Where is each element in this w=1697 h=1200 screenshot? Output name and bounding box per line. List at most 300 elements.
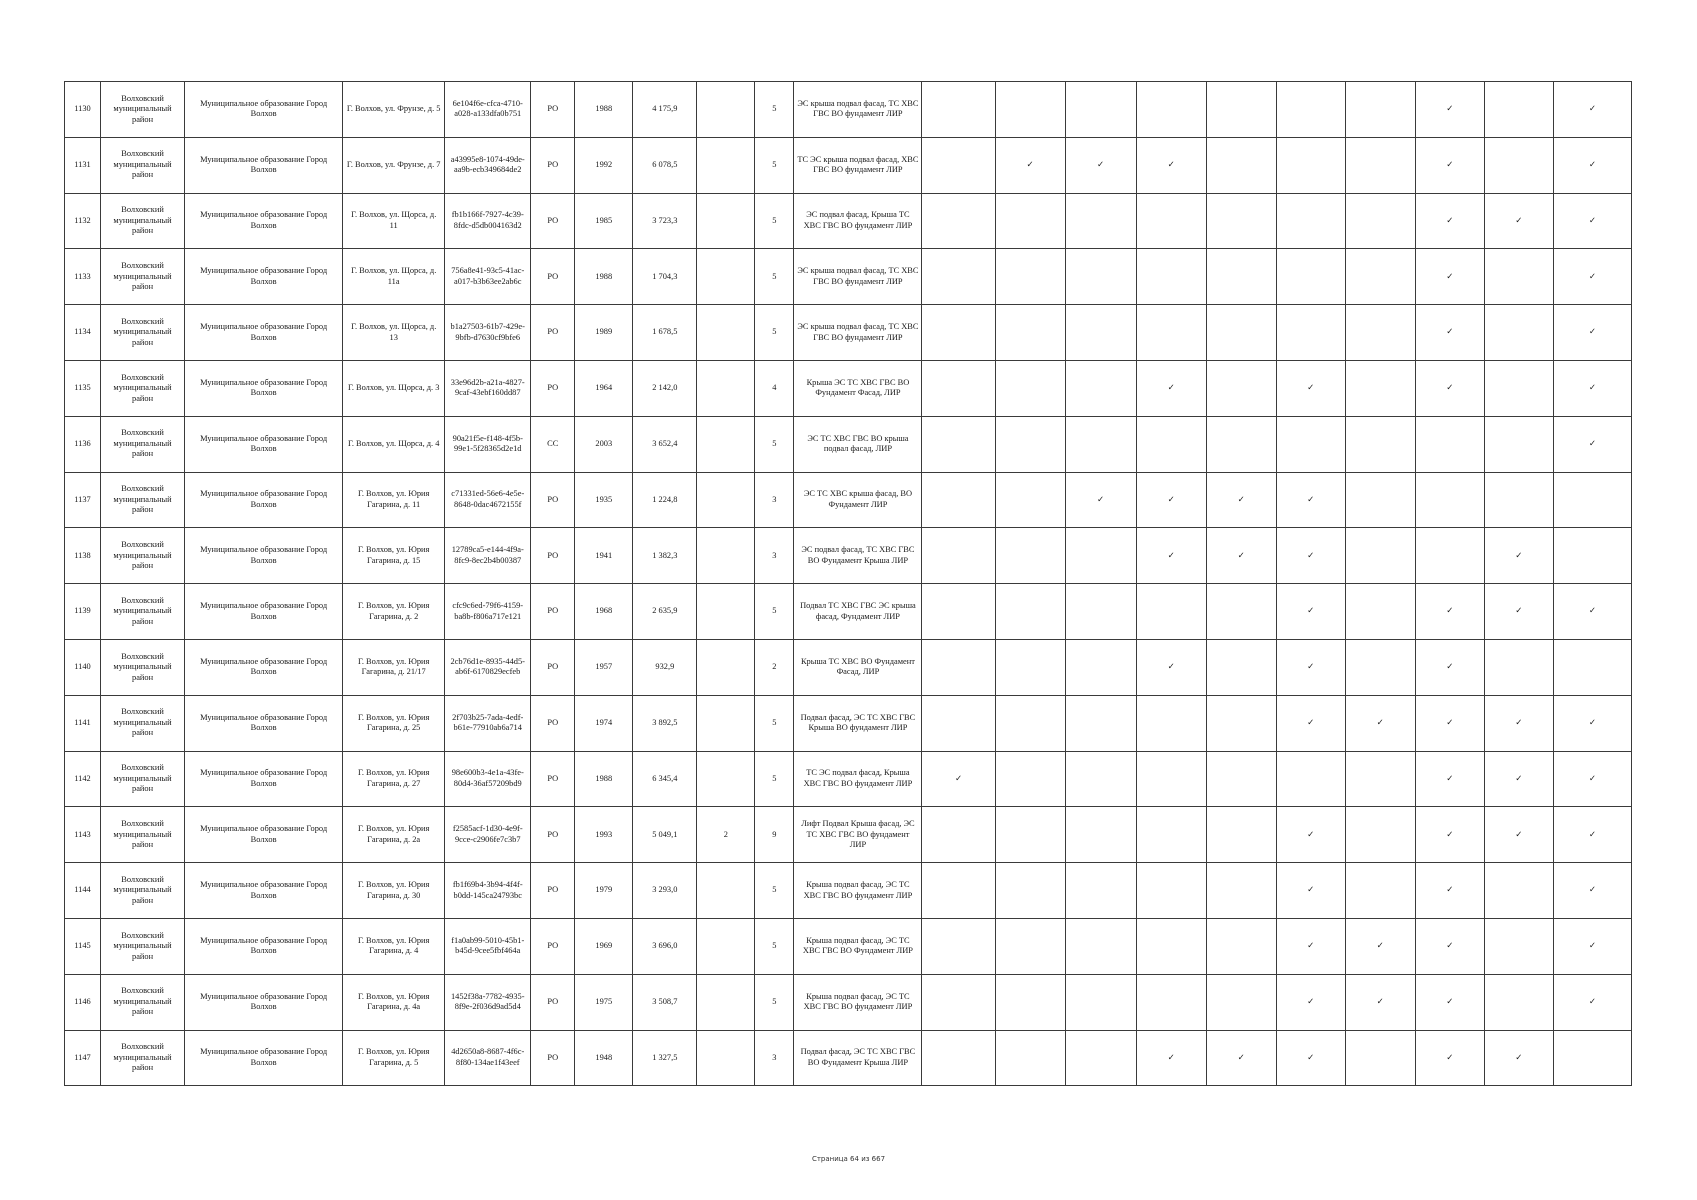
check-cell: ✓ <box>1415 193 1484 249</box>
check-cell <box>1136 807 1206 863</box>
row-number: 1141 <box>65 695 101 751</box>
check-cell: ✓ <box>1345 918 1415 974</box>
check-cell <box>1206 584 1276 640</box>
check-cell <box>1484 416 1553 472</box>
check-cell <box>922 82 995 138</box>
check-cell <box>1276 751 1345 807</box>
check-cell <box>995 918 1065 974</box>
district-cell: Волховский муниципальный район <box>101 305 185 361</box>
municipality-cell: Муниципальное образование Город Волхов <box>185 639 343 695</box>
municipality-cell: Муниципальное образование Город Волхов <box>185 360 343 416</box>
check-cell: ✓ <box>1415 695 1484 751</box>
floors-cell: 5 <box>755 193 794 249</box>
municipality-cell: Муниципальное образование Город Волхов <box>185 807 343 863</box>
house-uuid-cell: 756a8e41-93c5-41ac-a017-b3b63ee2ab6c <box>445 249 531 305</box>
check-cell: ✓ <box>1553 584 1631 640</box>
house-uuid-cell: f2585acf-1d30-4e9f-9cce-c2906fe7c3b7 <box>445 807 531 863</box>
floors-cell: 5 <box>755 416 794 472</box>
check-cell <box>1206 193 1276 249</box>
check-cell <box>995 249 1065 305</box>
works-list-cell: Крыша подвал фасад, ЭС ТС ХВС ГВС ВО фундамент ЛИР <box>794 863 922 919</box>
check-cell <box>1415 416 1484 472</box>
row-number: 1146 <box>65 974 101 1030</box>
fund-form-cell: СС <box>531 416 575 472</box>
municipality-cell: Муниципальное образование Город Волхов <box>185 472 343 528</box>
check-cell: ✓ <box>1415 807 1484 863</box>
district-cell: Волховский муниципальный район <box>101 639 185 695</box>
works-list-cell: Крыша подвал фасад, ЭС ТС ХВС ГВС ВО Фундамент ЛИР <box>794 918 922 974</box>
lifts-cell <box>697 193 755 249</box>
check-cell: ✓ <box>995 137 1065 193</box>
check-cell: ✓ <box>1553 695 1631 751</box>
check-cell <box>1276 82 1345 138</box>
address-cell: Г. Волхов, ул. Юрия Гагарина, д. 4 <box>343 918 445 974</box>
fund-form-cell: РО <box>531 360 575 416</box>
works-list-cell: Лифт Подвал Крыша фасад, ЭС ТС ХВС ГВС ВО фундамент ЛИР <box>794 807 922 863</box>
check-cell: ✓ <box>1206 1030 1276 1086</box>
area-cell: 4 175,9 <box>633 82 697 138</box>
house-uuid-cell: 1452f38a-7782-4935-8f9e-2f036d9ad5d4 <box>445 974 531 1030</box>
row-number: 1140 <box>65 639 101 695</box>
check-cell <box>1553 639 1631 695</box>
check-cell <box>995 305 1065 361</box>
check-cell: ✓ <box>1206 528 1276 584</box>
check-cell: ✓ <box>1484 751 1553 807</box>
check-cell: ✓ <box>1276 528 1345 584</box>
municipality-cell: Муниципальное образование Город Волхов <box>185 918 343 974</box>
works-list-cell: ТС ЭС подвал фасад, Крыша ХВС ГВС ВО фундамент ЛИР <box>794 751 922 807</box>
municipality-cell: Муниципальное образование Город Волхов <box>185 137 343 193</box>
table-row <box>65 249 1632 305</box>
address-cell: Г. Волхов, ул. Юрия Гагарина, д. 21/17 <box>343 639 445 695</box>
check-cell <box>1136 863 1206 919</box>
lifts-cell <box>697 751 755 807</box>
table-row <box>65 193 1632 249</box>
check-cell <box>1276 416 1345 472</box>
check-cell: ✓ <box>1484 193 1553 249</box>
district-cell: Волховский муниципальный район <box>101 584 185 640</box>
build-year-cell: 1988 <box>575 82 633 138</box>
check-cell <box>995 751 1065 807</box>
check-cell <box>995 584 1065 640</box>
check-cell <box>1553 472 1631 528</box>
check-cell <box>1206 82 1276 138</box>
area-cell: 1 327,5 <box>633 1030 697 1086</box>
address-cell: Г. Волхов, ул. Юрия Гагарина, д. 4а <box>343 974 445 1030</box>
district-cell: Волховский муниципальный район <box>101 360 185 416</box>
district-cell: Волховский муниципальный район <box>101 249 185 305</box>
build-year-cell: 1988 <box>575 249 633 305</box>
house-uuid-cell: fb1f69b4-3b94-4f4f-b0dd-145ca24793bc <box>445 863 531 919</box>
check-cell: ✓ <box>1553 249 1631 305</box>
area-cell: 3 723,3 <box>633 193 697 249</box>
fund-form-cell: РО <box>531 974 575 1030</box>
check-cell <box>1206 695 1276 751</box>
check-cell: ✓ <box>1136 528 1206 584</box>
address-cell: Г. Волхов, ул. Фрунзе, д. 7 <box>343 137 445 193</box>
check-cell <box>1206 807 1276 863</box>
check-cell <box>1065 863 1136 919</box>
district-cell: Волховский муниципальный район <box>101 918 185 974</box>
lifts-cell <box>697 249 755 305</box>
table-row <box>65 974 1632 1030</box>
address-cell: Г. Волхов, ул. Юрия Гагарина, д. 30 <box>343 863 445 919</box>
check-cell <box>1206 416 1276 472</box>
check-cell <box>1484 863 1553 919</box>
check-cell <box>1345 137 1415 193</box>
check-cell <box>1345 584 1415 640</box>
district-cell: Волховский муниципальный район <box>101 528 185 584</box>
check-cell <box>1345 863 1415 919</box>
address-cell: Г. Волхов, ул. Юрия Гагарина, д. 2а <box>343 807 445 863</box>
check-cell: ✓ <box>1345 974 1415 1030</box>
check-cell <box>1553 1030 1631 1086</box>
check-cell <box>1065 584 1136 640</box>
area-cell: 1 704,3 <box>633 249 697 305</box>
check-cell: ✓ <box>1276 974 1345 1030</box>
check-cell: ✓ <box>1484 807 1553 863</box>
check-cell <box>1553 528 1631 584</box>
check-cell <box>1345 193 1415 249</box>
district-cell: Волховский муниципальный район <box>101 974 185 1030</box>
municipality-cell: Муниципальное образование Город Волхов <box>185 974 343 1030</box>
check-cell <box>1345 528 1415 584</box>
check-cell <box>995 193 1065 249</box>
fund-form-cell: РО <box>531 472 575 528</box>
row-number: 1142 <box>65 751 101 807</box>
check-cell <box>1484 82 1553 138</box>
check-cell <box>1345 639 1415 695</box>
check-cell <box>1136 193 1206 249</box>
lifts-cell <box>697 472 755 528</box>
fund-form-cell: РО <box>531 82 575 138</box>
lifts-cell <box>697 82 755 138</box>
check-cell <box>922 918 995 974</box>
area-cell: 932,9 <box>633 639 697 695</box>
row-number: 1134 <box>65 305 101 361</box>
table-row <box>65 807 1632 863</box>
build-year-cell: 1993 <box>575 807 633 863</box>
check-cell: ✓ <box>1553 416 1631 472</box>
check-cell: ✓ <box>1553 305 1631 361</box>
check-cell <box>1345 416 1415 472</box>
check-cell: ✓ <box>1415 584 1484 640</box>
check-cell: ✓ <box>1276 639 1345 695</box>
check-cell <box>1206 137 1276 193</box>
house-uuid-cell: 2f703b25-7ada-4edf-b61e-77910ab6a714 <box>445 695 531 751</box>
lifts-cell <box>697 416 755 472</box>
address-cell: Г. Волхов, ул. Юрия Гагарина, д. 5 <box>343 1030 445 1086</box>
row-number: 1147 <box>65 1030 101 1086</box>
fund-form-cell: РО <box>531 639 575 695</box>
check-cell <box>1484 305 1553 361</box>
check-cell <box>1065 807 1136 863</box>
row-number: 1143 <box>65 807 101 863</box>
row-number: 1130 <box>65 82 101 138</box>
page-footer: Страница 64 из 667 <box>811 1155 886 1163</box>
check-cell <box>1136 584 1206 640</box>
check-cell: ✓ <box>1484 695 1553 751</box>
municipality-cell: Муниципальное образование Город Волхов <box>185 193 343 249</box>
check-cell <box>1345 82 1415 138</box>
check-cell <box>1345 1030 1415 1086</box>
check-cell: ✓ <box>1415 918 1484 974</box>
municipality-cell: Муниципальное образование Город Волхов <box>185 305 343 361</box>
check-cell: ✓ <box>1136 360 1206 416</box>
address-cell: Г. Волхов, ул. Юрия Гагарина, д. 15 <box>343 528 445 584</box>
address-cell: Г. Волхов, ул. Юрия Гагарина, д. 11 <box>343 472 445 528</box>
floors-cell: 5 <box>755 249 794 305</box>
municipality-cell: Муниципальное образование Город Волхов <box>185 82 343 138</box>
house-uuid-cell: 4d2650a8-8687-4f6c-8f80-134ae1f43eef <box>445 1030 531 1086</box>
check-cell: ✓ <box>1276 807 1345 863</box>
lifts-cell <box>697 863 755 919</box>
house-uuid-cell: cfc9c6ed-79f6-4159-ba8b-f806a717e121 <box>445 584 531 640</box>
check-cell <box>1206 918 1276 974</box>
area-cell: 1 678,5 <box>633 305 697 361</box>
area-cell: 3 293,0 <box>633 863 697 919</box>
check-cell <box>922 639 995 695</box>
register-body <box>65 82 1632 1086</box>
check-cell <box>1484 918 1553 974</box>
district-cell: Волховский муниципальный район <box>101 807 185 863</box>
row-number: 1133 <box>65 249 101 305</box>
check-cell <box>922 137 995 193</box>
check-cell <box>1065 918 1136 974</box>
check-cell <box>1136 82 1206 138</box>
build-year-cell: 1975 <box>575 974 633 1030</box>
address-cell: Г. Волхов, ул. Щорса, д. 11 <box>343 193 445 249</box>
works-list-cell: Подвал ТС ХВС ГВС ЭС крыша фасад, Фундамент ЛИР <box>794 584 922 640</box>
area-cell: 2 635,9 <box>633 584 697 640</box>
lifts-cell <box>697 695 755 751</box>
check-cell <box>995 472 1065 528</box>
house-uuid-cell: 12789ca5-e144-4f9a-8fc9-8ec2b4b00387 <box>445 528 531 584</box>
check-cell <box>922 974 995 1030</box>
build-year-cell: 1969 <box>575 918 633 974</box>
works-list-cell: ЭС крыша подвал фасад, ТС ХВС ГВС ВО фундамент ЛИР <box>794 249 922 305</box>
check-cell: ✓ <box>1415 82 1484 138</box>
house-uuid-cell: fb1b166f-7927-4c39-8fdc-d5db004163d2 <box>445 193 531 249</box>
check-cell: ✓ <box>1415 360 1484 416</box>
district-cell: Волховский муниципальный район <box>101 137 185 193</box>
check-cell <box>922 193 995 249</box>
check-cell <box>922 528 995 584</box>
area-cell: 5 049,1 <box>633 807 697 863</box>
table-row <box>65 695 1632 751</box>
works-list-cell: Крыша подвал фасад, ЭС ТС ХВС ГВС ВО фундамент ЛИР <box>794 974 922 1030</box>
check-cell: ✓ <box>922 751 995 807</box>
check-cell: ✓ <box>1276 863 1345 919</box>
table-row <box>65 751 1632 807</box>
check-cell: ✓ <box>1553 751 1631 807</box>
check-cell <box>995 695 1065 751</box>
check-cell: ✓ <box>1553 918 1631 974</box>
check-cell: ✓ <box>1415 751 1484 807</box>
lifts-cell <box>697 305 755 361</box>
table-row <box>65 1030 1632 1086</box>
check-cell <box>1065 360 1136 416</box>
table-row <box>65 416 1632 472</box>
house-uuid-cell: 90a21f5e-f148-4f5b-99e1-5f28365d2e1d <box>445 416 531 472</box>
build-year-cell: 1941 <box>575 528 633 584</box>
check-cell <box>922 305 995 361</box>
check-cell <box>1065 416 1136 472</box>
check-cell: ✓ <box>1276 360 1345 416</box>
row-number: 1131 <box>65 137 101 193</box>
check-cell: ✓ <box>1415 137 1484 193</box>
table-row <box>65 305 1632 361</box>
municipality-cell: Муниципальное образование Город Волхов <box>185 416 343 472</box>
row-number: 1139 <box>65 584 101 640</box>
build-year-cell: 2003 <box>575 416 633 472</box>
table-row <box>65 639 1632 695</box>
works-list-cell: ЭС ТС ХВС крыша фасад, ВО Фундамент ЛИР <box>794 472 922 528</box>
check-cell: ✓ <box>1276 695 1345 751</box>
check-cell: ✓ <box>1206 472 1276 528</box>
check-cell <box>1415 472 1484 528</box>
check-cell <box>1065 695 1136 751</box>
row-number: 1138 <box>65 528 101 584</box>
check-cell: ✓ <box>1553 974 1631 1030</box>
check-cell <box>1136 918 1206 974</box>
row-number: 1144 <box>65 863 101 919</box>
check-cell: ✓ <box>1553 82 1631 138</box>
check-cell: ✓ <box>1484 584 1553 640</box>
floors-cell: 5 <box>755 305 794 361</box>
check-cell <box>1065 249 1136 305</box>
table-row <box>65 472 1632 528</box>
floors-cell: 5 <box>755 82 794 138</box>
lifts-cell <box>697 360 755 416</box>
floors-cell: 9 <box>755 807 794 863</box>
address-cell: Г. Волхов, ул. Щорса, д. 3 <box>343 360 445 416</box>
check-cell: ✓ <box>1415 1030 1484 1086</box>
lifts-cell <box>697 639 755 695</box>
works-list-cell: ЭС подвал фасад, Крыша ТС ХВС ГВС ВО фундамент ЛИР <box>794 193 922 249</box>
check-cell <box>1345 751 1415 807</box>
floors-cell: 3 <box>755 528 794 584</box>
house-uuid-cell: b1a27503-61b7-429e-9bfb-d7630cf9bfe6 <box>445 305 531 361</box>
fund-form-cell: РО <box>531 751 575 807</box>
works-list-cell: ТС ЭС крыша подвал фасад, ХВС ГВС ВО фундамент ЛИР <box>794 137 922 193</box>
fund-form-cell: РО <box>531 807 575 863</box>
check-cell <box>995 863 1065 919</box>
check-cell <box>922 472 995 528</box>
check-cell <box>922 863 995 919</box>
build-year-cell: 1935 <box>575 472 633 528</box>
check-cell <box>922 807 995 863</box>
area-cell: 3 508,7 <box>633 974 697 1030</box>
check-cell: ✓ <box>1136 639 1206 695</box>
check-cell: ✓ <box>1276 584 1345 640</box>
check-cell <box>1345 807 1415 863</box>
district-cell: Волховский муниципальный район <box>101 751 185 807</box>
check-cell <box>1206 974 1276 1030</box>
check-cell: ✓ <box>1276 918 1345 974</box>
fund-form-cell: РО <box>531 305 575 361</box>
fund-form-cell: РО <box>531 137 575 193</box>
check-cell: ✓ <box>1415 974 1484 1030</box>
check-cell: ✓ <box>1345 695 1415 751</box>
area-cell: 3 696,0 <box>633 918 697 974</box>
build-year-cell: 1985 <box>575 193 633 249</box>
check-cell <box>1206 360 1276 416</box>
check-cell: ✓ <box>1553 193 1631 249</box>
lifts-cell <box>697 974 755 1030</box>
check-cell <box>1136 305 1206 361</box>
area-cell: 3 892,5 <box>633 695 697 751</box>
row-number: 1136 <box>65 416 101 472</box>
check-cell <box>922 416 995 472</box>
check-cell <box>1345 305 1415 361</box>
fund-form-cell: РО <box>531 695 575 751</box>
area-cell: 2 142,0 <box>633 360 697 416</box>
check-cell <box>995 1030 1065 1086</box>
check-cell <box>1206 249 1276 305</box>
municipality-cell: Муниципальное образование Город Волхов <box>185 1030 343 1086</box>
check-cell: ✓ <box>1065 472 1136 528</box>
address-cell: Г. Волхов, ул. Щорса, д. 13 <box>343 305 445 361</box>
check-cell <box>1276 305 1345 361</box>
check-cell <box>1065 193 1136 249</box>
check-cell <box>922 584 995 640</box>
district-cell: Волховский муниципальный район <box>101 193 185 249</box>
floors-cell: 2 <box>755 639 794 695</box>
municipality-cell: Муниципальное образование Город Волхов <box>185 249 343 305</box>
house-uuid-cell: f1a0ab99-5010-45b1-b45d-9cee5fbf464a <box>445 918 531 974</box>
check-cell <box>1065 1030 1136 1086</box>
register-table <box>64 81 1632 1086</box>
check-cell <box>1276 137 1345 193</box>
municipality-cell: Муниципальное образование Город Волхов <box>185 695 343 751</box>
check-cell <box>1484 974 1553 1030</box>
check-cell: ✓ <box>1415 863 1484 919</box>
check-cell <box>1065 528 1136 584</box>
municipality-cell: Муниципальное образование Город Волхов <box>185 751 343 807</box>
check-cell: ✓ <box>1415 249 1484 305</box>
row-number: 1145 <box>65 918 101 974</box>
works-list-cell: Подвал фасад, ЭС ТС ХВС ГВС Крыша ВО фундамент ЛИР <box>794 695 922 751</box>
floors-cell: 5 <box>755 918 794 974</box>
fund-form-cell: РО <box>531 193 575 249</box>
check-cell: ✓ <box>1553 863 1631 919</box>
check-cell <box>922 249 995 305</box>
check-cell: ✓ <box>1136 1030 1206 1086</box>
check-cell <box>1136 974 1206 1030</box>
municipality-cell: Муниципальное образование Город Волхов <box>185 863 343 919</box>
check-cell <box>1484 472 1553 528</box>
district-cell: Волховский муниципальный район <box>101 695 185 751</box>
works-list-cell: ЭС ТС ХВС ГВС ВО крыша подвал фасад, ЛИР <box>794 416 922 472</box>
floors-cell: 5 <box>755 751 794 807</box>
check-cell <box>1065 305 1136 361</box>
check-cell <box>995 974 1065 1030</box>
check-cell: ✓ <box>1276 1030 1345 1086</box>
build-year-cell: 1964 <box>575 360 633 416</box>
check-cell <box>1136 695 1206 751</box>
floors-cell: 5 <box>755 584 794 640</box>
check-cell <box>1065 751 1136 807</box>
check-cell: ✓ <box>1553 137 1631 193</box>
build-year-cell: 1992 <box>575 137 633 193</box>
lifts-cell: 2 <box>697 807 755 863</box>
fund-form-cell: РО <box>531 584 575 640</box>
fund-form-cell: РО <box>531 918 575 974</box>
check-cell: ✓ <box>1136 137 1206 193</box>
area-cell: 1 382,3 <box>633 528 697 584</box>
house-uuid-cell: 6e104f6e-cfca-4710-a028-a133dfa0b751 <box>445 82 531 138</box>
